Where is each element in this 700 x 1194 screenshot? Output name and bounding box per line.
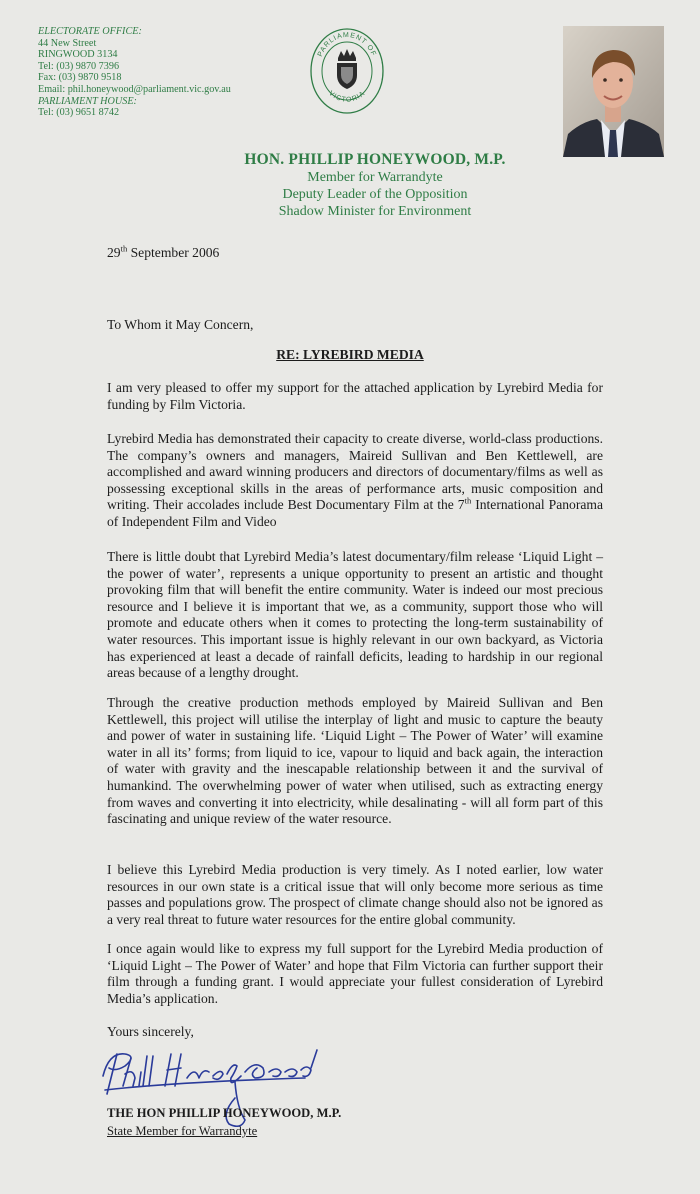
office-fax: Fax: (03) 9870 9518 — [38, 72, 122, 84]
svg-text:VICTORIA — [327, 90, 366, 104]
parliament-house-tel: Tel: (03) 9651 8742 — [38, 107, 120, 119]
electorate-office-heading: ELECTORATE OFFICE: — [38, 26, 142, 37]
parliament-crest-seal — [308, 25, 386, 115]
office-email: Email: phil.honeywood@parliament.vic.gov.au — [38, 83, 231, 95]
paragraph-2 — [107, 431, 603, 531]
crown-icon — [338, 49, 356, 61]
mp-name: HON. PHILLIP HONEYWOOD, M.P. — [244, 151, 506, 168]
letter-date — [107, 245, 219, 261]
electorate-office-block — [38, 26, 231, 119]
signoff-title: State Member for Warrandyte — [107, 1124, 258, 1138]
parliament-house-heading: PARLIAMENT HOUSE: — [38, 95, 137, 107]
paragraph-2-superscript: th — [464, 495, 472, 506]
shield-icon — [337, 63, 357, 89]
paragraph-1: I am very pleased to offer my support for the attached application by Lyrebird Media for funding by Film Victoria. — [107, 380, 603, 412]
crest-text-bottom: VICTORIA — [327, 89, 367, 104]
subject-line: RE: LYREBIRD MEDIA — [276, 347, 424, 362]
office-tel: Tel: (03) 9870 7396 — [38, 60, 120, 72]
closing: Yours sincerely, — [107, 1024, 194, 1039]
date-suffix: th — [120, 243, 128, 254]
paragraph-2-text-a: Lyrebird Media has demonstrated their capacity to create diverse, world-class productions. The company’s owners and managers, Maireid Sullivan and Ben Kettlewell, are accomplished and award winning producers and directors of documentary/films as well as possessing exceptional skills in the areas of performance arts, music composition and writing. Their accolades include Best Documentary Film at the 7 — [107, 431, 603, 513]
mp-portrait-photo — [563, 26, 664, 157]
date-rest: September 2006 — [127, 245, 220, 260]
office-address-line2: RINGWOOD 3134 — [38, 49, 118, 61]
paragraph-6: I once again would like to express my full support for the Lyrebird Media production of ‘Liquid Light – The Power of Water’ and hope that Film Victoria can further support their film through a funding grant. I would appreciate your fullest consideration of Lyrebird Media’s application. — [107, 941, 603, 1006]
mp-role-line3: Shadow Minister for Environment — [278, 204, 472, 219]
paragraph-4: Through the creative production methods employed by Maireid Sullivan and Ben Kettlewell, this project will utilise the interplay of light and music to capture the beauty and power of water in sustaining life. ‘Liquid Light – The Power of Water’ will examine water in all its’ forms; from liquid to ice, vapour to liquid and back again, the interaction of water with gravity and the inescapable relationship between it and the survival of humankind. The overwhelming power of water when utilised, such as extracting energy from waves and converting it into electricity, while desalinating - will all form part of this fascinating and unique review of the water resource. — [107, 695, 603, 827]
paragraph-2-text-b: International Panorama of Independent Film and Video — [107, 497, 603, 529]
salutation: To Whom it May Concern, — [107, 317, 254, 332]
mp-role-line2: Deputy Leader of the Opposition — [282, 187, 468, 202]
paragraph-3: There is little doubt that Lyrebird Media’s latest documentary/film release ‘Liquid Light – the power of water’, represents a unique opportunity to present an artistic and thought provoking film that will benefit the entire community. Water is indeed our most precious resource and I believe it is important that we, as a community, support those who will promote and educate others when it comes to protecting the long-term sustainability of water resources. This important issue is highly relevant in our own backyard, as Victoria has experienced at least a decade of rainfall deficits, leading to hardship in our regional areas because of a lengthy drought. — [107, 549, 603, 681]
office-address-line1: 44 New Street — [38, 37, 97, 49]
date-day: 29 — [107, 245, 121, 260]
mp-role-line1: Member for Warrandyte — [307, 170, 443, 185]
signoff-name: THE HON PHILLIP HONEYWOOD, M.P. — [107, 1106, 342, 1120]
letterhead-header — [160, 150, 590, 220]
crest-text-top: PARLIAMENT OF — [316, 31, 378, 58]
paragraph-5: I believe this Lyrebird Media production is very timely. As I noted earlier, low water resources in our own state is a critical issue that will only become more serious as time passes and populations grow. The prospect of climate change should also not be ignored as a very real threat to future water resources for the entire global community. — [107, 862, 603, 927]
